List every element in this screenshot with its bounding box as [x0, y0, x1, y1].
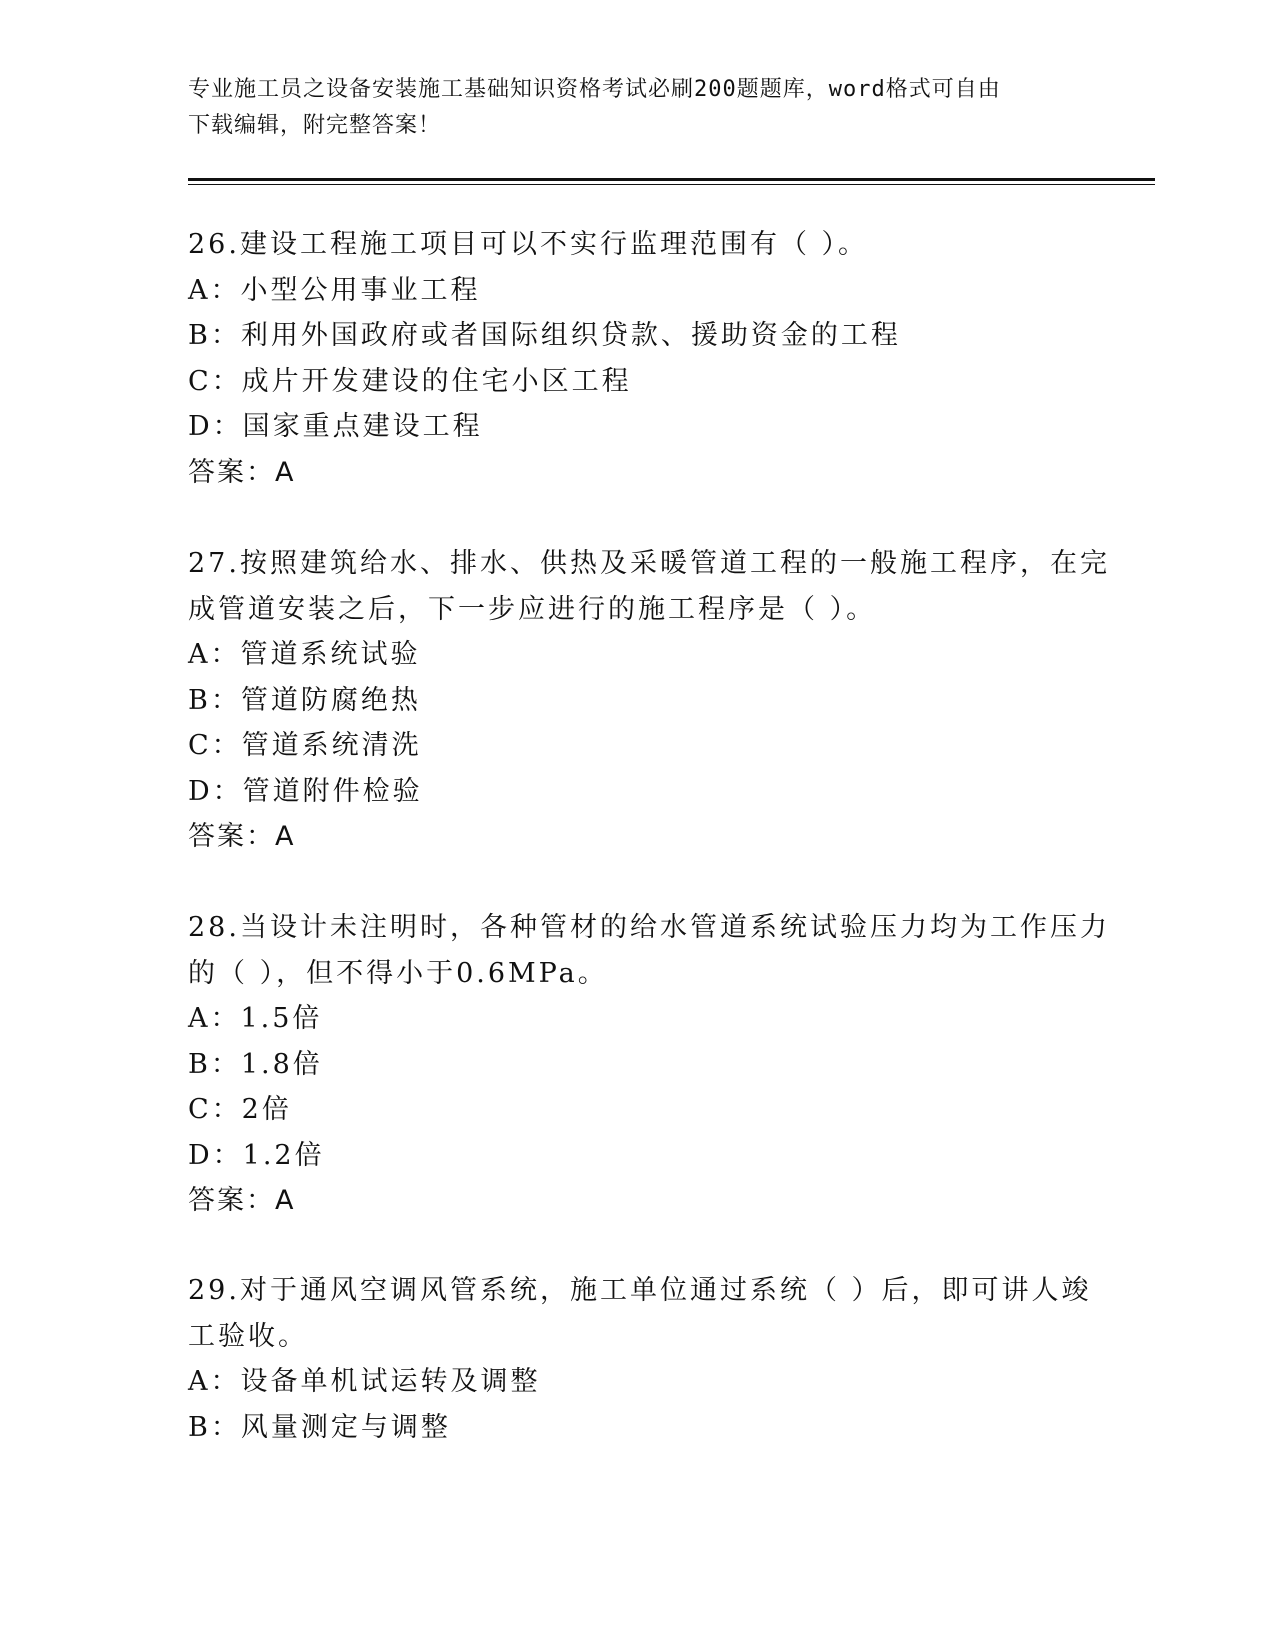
header-divider-thin [188, 184, 1155, 185]
option-a: A：小型公用事业工程 [188, 274, 481, 306]
header-line-1: 专业施工员之设备安装施工基础知识资格考试必刷200题题库，word格式可自由 [188, 77, 1001, 102]
option-a: A：1.5倍 [188, 1003, 323, 1034]
option-b: B：管道防腐绝热 [188, 684, 421, 716]
option-d: D：管道附件检验 [188, 775, 423, 807]
question-26 [188, 222, 1088, 495]
question-29 [188, 1268, 1092, 1450]
option-c: C：成片开发建设的住宅小区工程 [188, 365, 632, 397]
option-a: A：管道系统试验 [188, 639, 421, 670]
question-stem-line-1: 29.对于通风空调风管系统，施工单位通过系统（ ）后，即可讲人竣 [188, 1275, 1092, 1306]
answer: 答案：A [188, 821, 296, 852]
question-28 [188, 905, 1110, 1224]
answer: 答案：A [188, 1185, 296, 1216]
question-27 [188, 541, 1110, 860]
question-stem-line-2: 工验收。 [188, 1320, 308, 1352]
option-b: B：风量测定与调整 [188, 1411, 451, 1443]
option-b: B：1.8倍 [188, 1048, 323, 1080]
option-b: B：利用外国政府或者国际组织贷款、援助资金的工程 [188, 320, 901, 351]
question-stem-line-2: 的（ ），但不得小于0.6MPa。 [188, 957, 608, 989]
option-a: A：设备单机试运转及调整 [188, 1366, 541, 1397]
document-header [188, 72, 1068, 144]
answer: 答案：A [188, 456, 296, 488]
option-d: D：国家重点建设工程 [188, 411, 483, 442]
question-stem-line-1: 27.按照建筑给水、排水、供热及采暖管道工程的一般施工程序，在完 [188, 548, 1110, 579]
question-stem-line-2: 成管道安装之后，下一步应进行的施工程序是（ ）。 [188, 593, 877, 625]
question-stem-line-1: 28.当设计未注明时，各种管材的给水管道系统试验压力均为工作压力 [188, 912, 1110, 943]
header-divider-thick [188, 178, 1155, 181]
option-d: D：1.2倍 [188, 1139, 325, 1171]
option-c: C：2倍 [188, 1094, 292, 1125]
option-c: C：管道系统清洗 [188, 730, 422, 761]
question-stem: 26.建设工程施工项目可以不实行监理范围有（ ）。 [188, 229, 869, 260]
header-line-2: 下载编辑，附完整答案！ [188, 113, 442, 138]
